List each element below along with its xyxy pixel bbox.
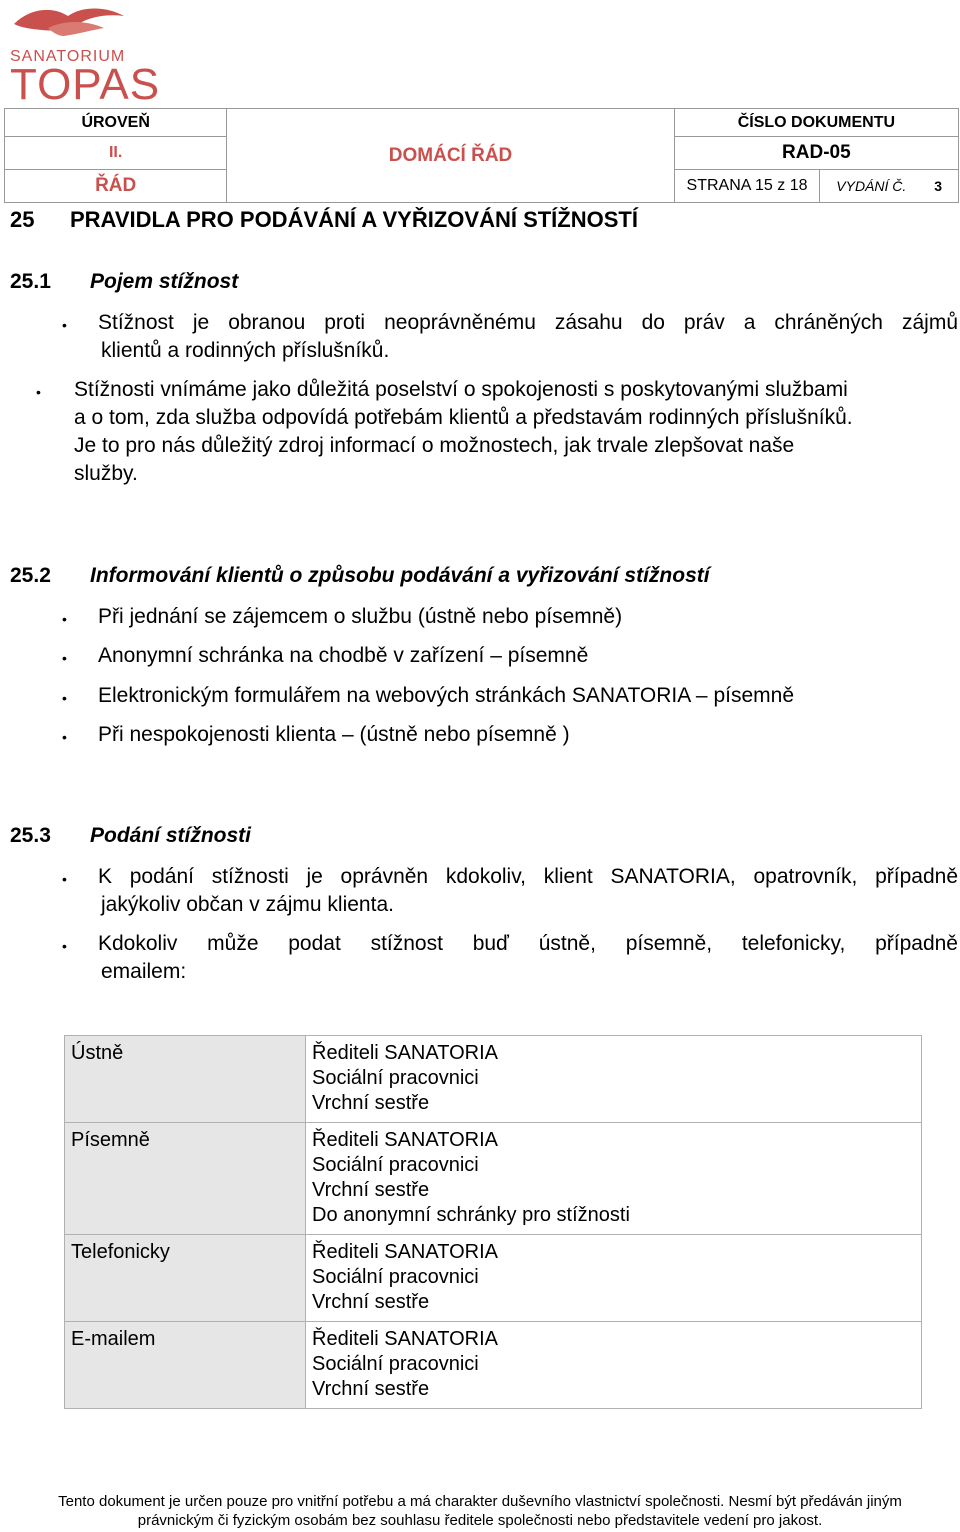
section-number: 25: [10, 207, 35, 232]
vydani-value: 3: [934, 177, 943, 194]
logo-text-main: TOPAS: [10, 60, 161, 109]
section-title: PRAVIDLA PRO PODÁVÁNÍ A VYŘIZOVÁNÍ STÍŽNOSTÍ: [70, 207, 638, 232]
list-item: Elektronickým formulářem na webových stránkách SANATORIA – písemně: [98, 684, 794, 707]
bullet-icon: •: [62, 871, 67, 887]
bullet-icon: •: [62, 729, 67, 745]
word: Kdokoliv: [98, 932, 178, 955]
subsection-title: Informování klientů o způsobu podávání a vyřizování stížností: [90, 564, 710, 587]
recipient: Do anonymní schránky pro stížnosti: [312, 1204, 630, 1226]
table-row: [65, 1235, 922, 1322]
list-item-line: a o tom, zda služba odpovídá potřebám klientů a představám rodinných příslušníků.: [74, 406, 853, 429]
recipient: Řediteli SANATORIA: [312, 1129, 498, 1151]
word: podat: [288, 932, 341, 955]
list-item-line: Stížnost je obranou proti neoprávněnému zásahu do práv a chráněných zájmů: [98, 311, 958, 334]
subsection-number: 25.2: [10, 564, 51, 587]
word: písemně,: [625, 932, 713, 955]
word: buď: [472, 932, 509, 955]
subsection-25-3-heading: [10, 824, 910, 854]
bullet-icon: •: [62, 690, 67, 706]
footer-line: Tento dokument je určen pouze pro vnitřní potřebu a má charakter duševního vlastnictví společnosti. Nesmí být předáván jiným: [58, 1493, 902, 1510]
table-row: [65, 1036, 922, 1123]
table-row: [65, 1123, 922, 1235]
bullet-icon: •: [62, 650, 67, 666]
subsection-25-2-heading: [10, 564, 910, 594]
list-item-line: Je to pro nás důležitý zdroj informací o možnostech, jak trvale zlepšovat naše: [74, 434, 795, 457]
list-item-line: Stížnosti vnímáme jako důležitá poselství o spokojenosti s poskytovanými službami: [74, 378, 848, 401]
recipient: Vrchní sestře: [312, 1179, 430, 1201]
footer-notice: [0, 1492, 960, 1530]
recipient: Řediteli SANATORIA: [312, 1241, 498, 1263]
recipient: Vrchní sestře: [312, 1378, 430, 1400]
vydani-cell: [820, 169, 959, 202]
recipients-cell: [306, 1123, 922, 1235]
uroven-label: ÚROVEŇ: [5, 109, 227, 137]
contact-method: Písemně: [65, 1123, 306, 1235]
subsection-title: Podání stížnosti: [90, 824, 252, 847]
recipient: Řediteli SANATORIA: [312, 1042, 498, 1064]
recipient: Vrchní sestře: [312, 1092, 430, 1114]
bullet-icon: •: [62, 938, 67, 954]
subsection-25-1-heading: [10, 270, 910, 300]
recipients-cell: [306, 1322, 922, 1409]
word: telefonicky,: [741, 932, 846, 955]
contact-method: Telefonicky: [65, 1235, 306, 1322]
list-item-line: služby.: [74, 462, 138, 485]
page-number: STRANA 15 z 18: [674, 169, 820, 202]
table-row: [65, 1322, 922, 1409]
footer-line: právnickým či fyzickým osobám bez souhlasu ředitele společnosti nebo představitele vedení pro jakost.: [137, 1512, 823, 1529]
list-item: Při nespokojenosti klienta – (ústně nebo písemně ): [98, 723, 570, 746]
section-heading: [10, 207, 638, 233]
cislo-value: RAD-05: [674, 137, 958, 169]
list-item-line: K podání stížnosti je oprávněn kdokoliv, klient SANATORIA, opatrovník, případně: [98, 865, 958, 888]
uroven-value: II.: [5, 137, 227, 169]
recipients-cell: [306, 1235, 922, 1322]
recipient: Sociální pracovnici: [312, 1067, 479, 1089]
rad-label: ŘÁD: [5, 169, 227, 202]
subsection-number: 25.3: [10, 824, 51, 847]
word: ústně,: [538, 932, 596, 955]
list-item-line: emailem:: [101, 960, 187, 983]
bullet-icon: •: [36, 384, 41, 400]
list-item-line: klientů a rodinných příslušníků.: [101, 339, 390, 362]
list-item: Při jednání se zájemcem o službu (ústně nebo písemně): [98, 605, 623, 628]
contact-table: [64, 1035, 922, 1409]
recipient: Sociální pracovnici: [312, 1353, 479, 1375]
bullet-icon: •: [62, 611, 67, 627]
recipients-cell: [306, 1036, 922, 1123]
document-title: DOMÁCÍ ŘÁD: [227, 109, 674, 203]
word: případně: [875, 932, 958, 955]
recipient: Sociální pracovnici: [312, 1266, 479, 1288]
recipient: Sociální pracovnici: [312, 1154, 479, 1176]
contact-method: Ústně: [65, 1036, 306, 1123]
list-item: Anonymní schránka na chodbě v zařízení – písemně: [98, 644, 589, 667]
recipient: Řediteli SANATORIA: [312, 1328, 498, 1350]
list-item-line: jakýkoliv občan v zájmu klienta.: [101, 893, 394, 916]
contact-method: E-mailem: [65, 1322, 306, 1409]
logo-text-top: SANATORIUM: [10, 48, 126, 65]
subsection-number: 25.1: [10, 270, 51, 293]
word: může: [207, 932, 259, 955]
subsection-title: Pojem stížnost: [90, 270, 239, 293]
cislo-label: ČÍSLO DOKUMENTU: [674, 109, 958, 137]
vydani-label: VYDÁNÍ Č.: [836, 177, 907, 194]
bullet-icon: •: [62, 317, 67, 333]
document-header: [4, 108, 959, 203]
list-item-line: [98, 930, 958, 958]
recipient: Vrchní sestře: [312, 1291, 430, 1313]
word: stížnost: [370, 932, 443, 955]
